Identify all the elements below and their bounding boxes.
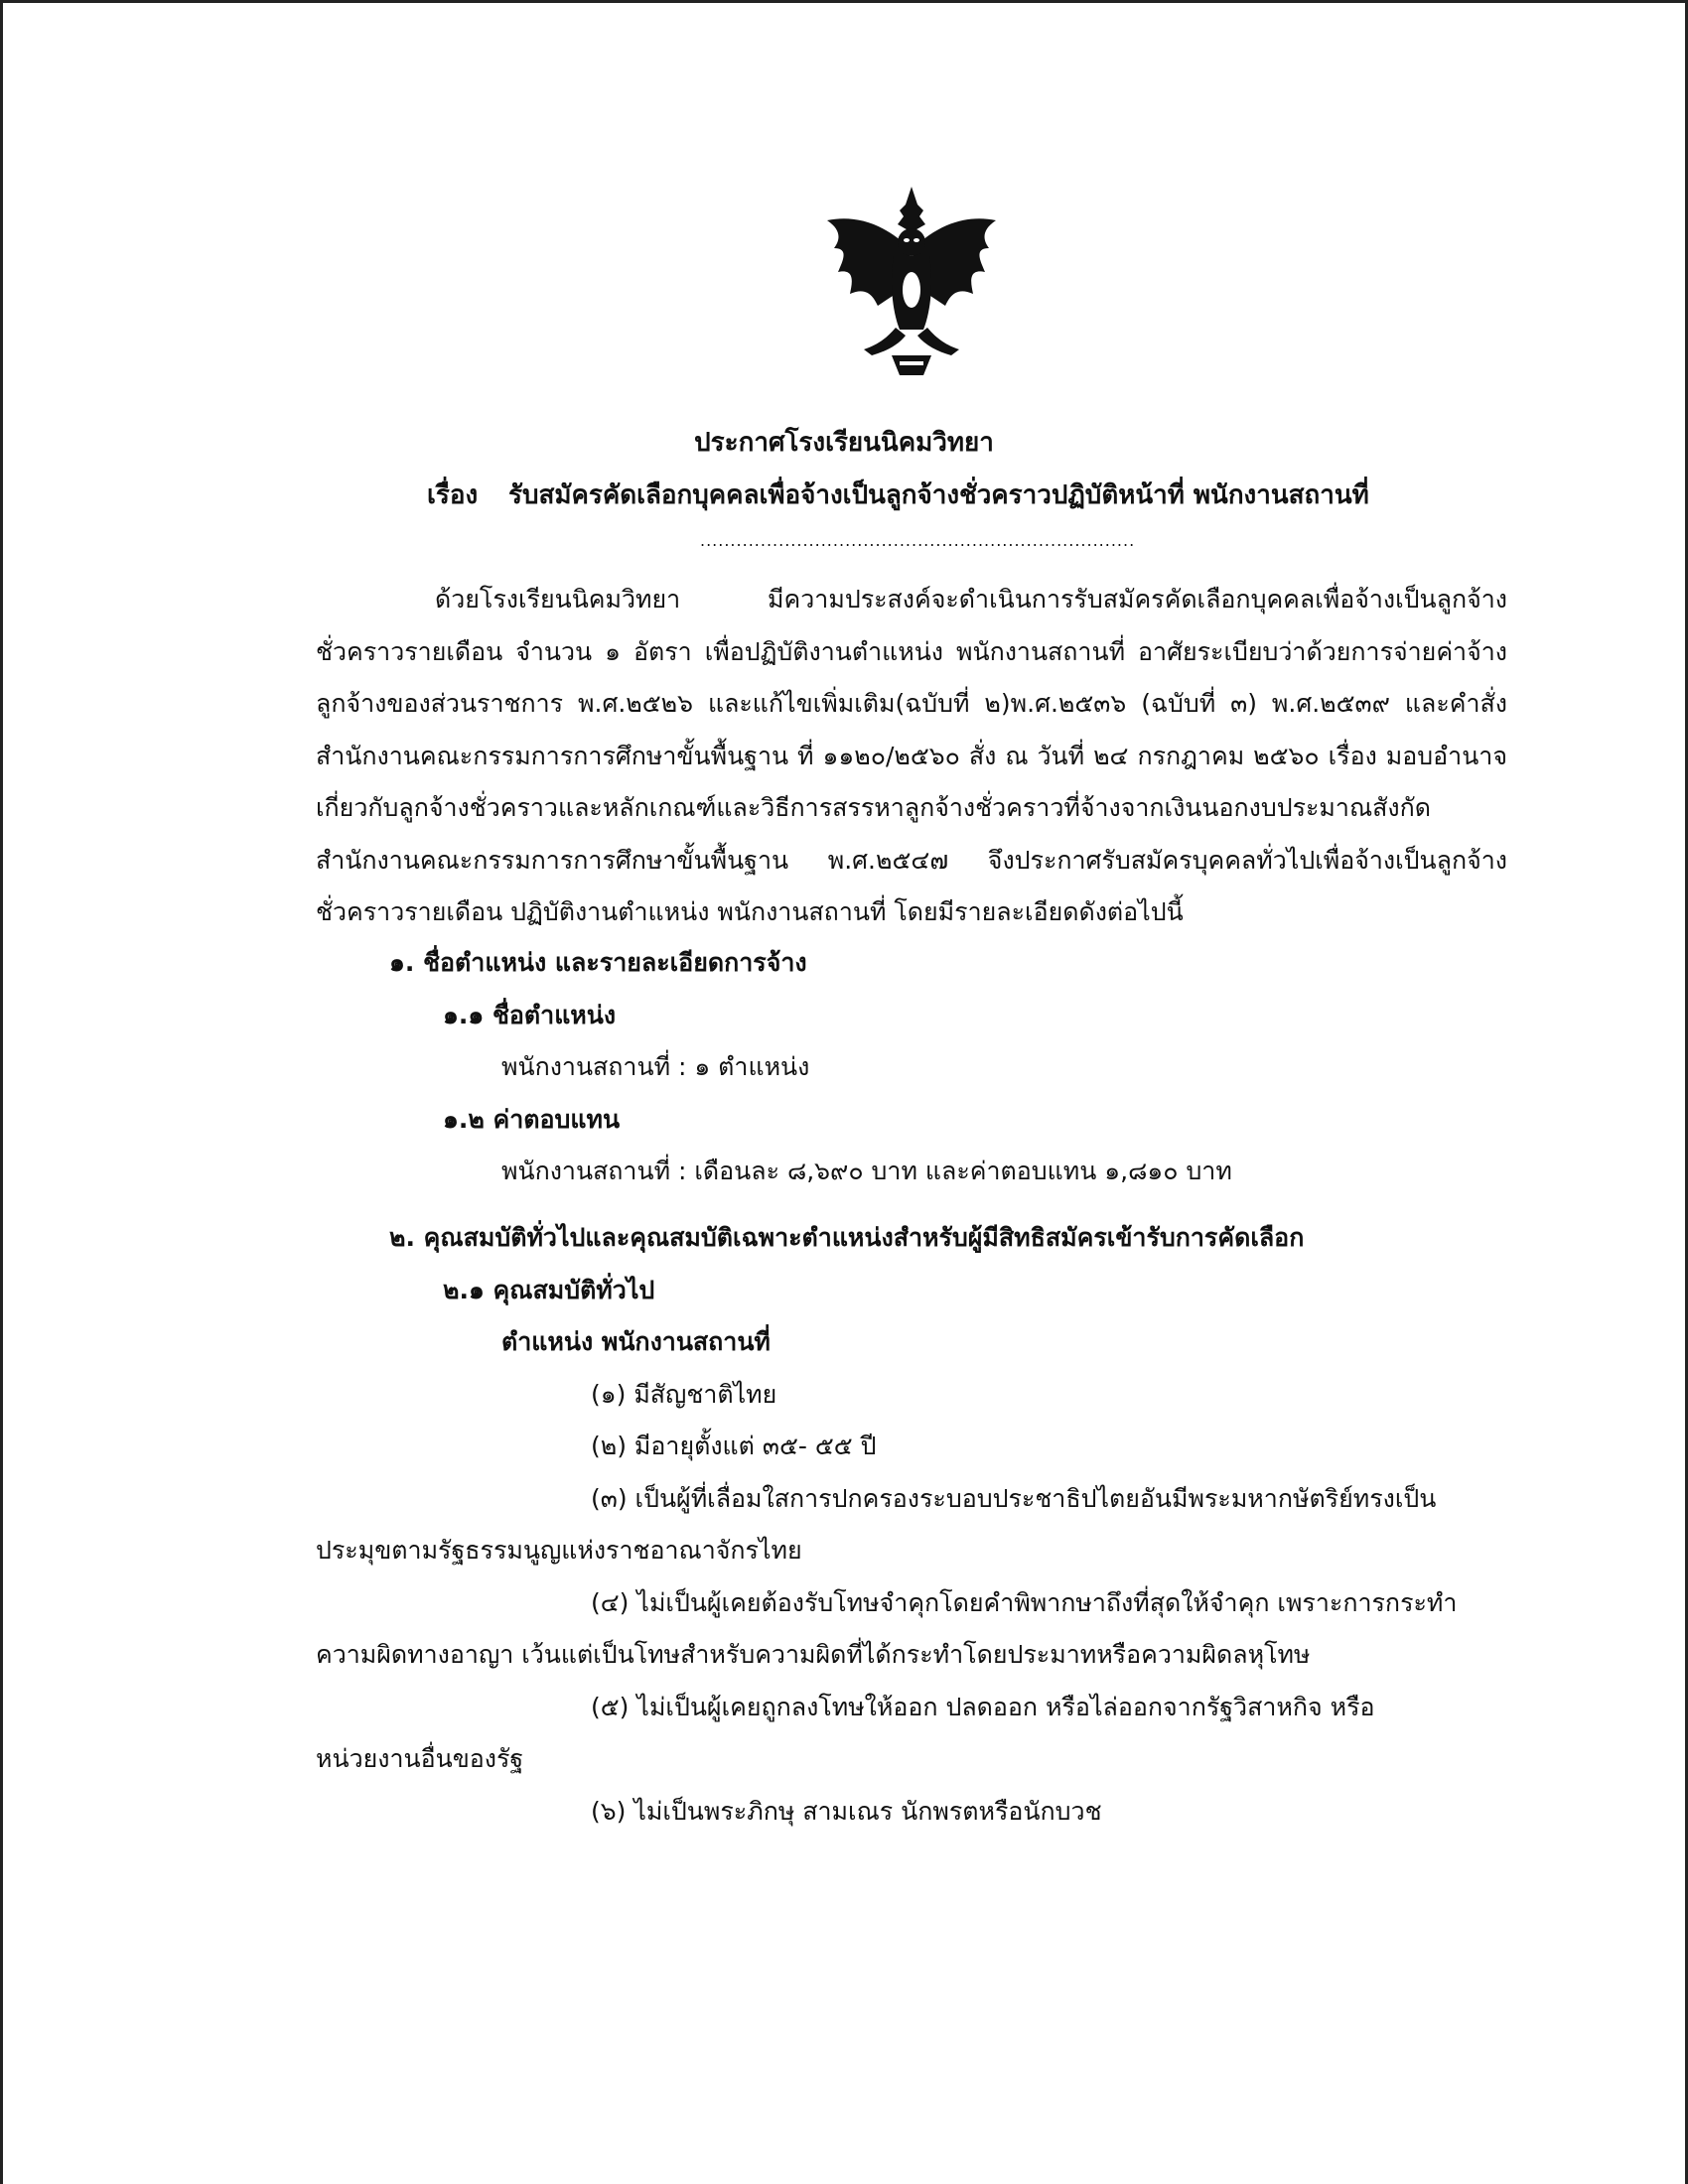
position-heading: ตำแหน่ง พนักงานสถานที่ [501,1327,771,1356]
title-separator: ........................................................................ [700,531,1136,550]
qualification-item: (๒) มีอายุตั้งแต่ ๓๕- ๕๕ ปี [591,1432,877,1460]
qualification-item: (๕) ไม่เป็นผู้เคยถูกลงโทษให้ออก ปลดออก หรือไล่ออกจากรัฐวิสาหกิจ หรือ [591,1693,1375,1721]
qualification-item: (๓) เป็นผู้ที่เลื่อมใสการปกครองระบอบประชาธิปไตยอันมีพระมหากษัตริย์ทรงเป็น [591,1484,1437,1513]
qualification-item-continuation: ความผิดทางอาญา เว้นแต่เป็นโทษสำหรับความผิดที่ได้กระทำโดยประมาทหรือความผิดลหุโทษ [316,1640,1311,1669]
qualification-item: (๑) มีสัญชาติไทย [591,1380,777,1409]
position-count: พนักงานสถานที่ : ๑ ตำแหน่ง [501,1052,810,1081]
page-left-border [0,0,3,2184]
subject-line [427,475,1369,515]
qualification-item: (๖) ไม่เป็นพระภิกษุ สามเณร นักพรตหรือนักบวช [591,1797,1102,1826]
subject-label: เรื่อง [427,480,479,510]
garuda-emblem-icon [812,181,1011,379]
section-1-1-heading: ๑.๑ ชื่อตำแหน่ง [443,1001,617,1029]
section-1-2-heading: ๑.๒ ค่าตอบแทน [443,1105,621,1134]
qualification-item: (๔) ไม่เป็นผู้เคยต้องรับโทษจำคุกโดยคำพิพากษาถึงที่สุดให้จำคุก เพราะการกระทำ [591,1588,1458,1617]
intro-text: ด้วยโรงเรียนนิคมวิทยา มีความประสงค์จะดำเนินการรับสมัครคัดเลือกบุคคลเพื่อจ้างเป็นลูกจ้างชั่วคราวรายเดือน จำนวน ๑ อัตรา เพื่อปฏิบัติงานตำแหน่ง พนักงานสถานที่ อาศัยระเบียบว่าด้วยการจ่ายค่าจ้างลูกจ้างของส่วนราชการ พ.ศ.๒๕๒๖ และแก้ไขเพิ่มเติม(ฉบับที่ ๒)พ.ศ.๒๕๓๖ (ฉบับที่ ๓) พ.ศ.๒๕๓๙ และคำสั่งสำนักงานคณะกรรมการการศึกษาขั้นพื้นฐาน ที่ ๑๑๒๐/๒๕๖๐ สั่ง ณ วันที่ ๒๔ กรกฎาคม ๒๕๖๐ เรื่อง มอบอำนาจเกี่ยวกับลูกจ้างชั่วคราวและหลักเกณฑ์และวิธีการสรรหาลูกจ้างชั่วคราวที่จ้างจากเงินนอกงบประมาณสังกัดสำนักงานคณะกรรมการการศึกษาขั้นพื้นฐาน พ.ศ.๒๕๔๗ จึงประกาศรับสมัครบุคคลทั่วไปเพื่อจ้างเป็นลูกจ้างชั่วคราวรายเดือน ปฏิบัติงานตำแหน่ง พนักงานสถานที่ โดยมีรายละเอียดดังต่อไปนี้ [316,585,1507,926]
section-2-1-heading: ๒.๑ คุณสมบัติทั่วไป [443,1276,655,1304]
page-top-border [0,0,1688,3]
subject-text: รับสมัครคัดเลือกบุคคลเพื่อจ้างเป็นลูกจ้างชั่วคราวปฏิบัติหน้าที่ พนักงานสถานที่ [508,480,1369,510]
intro-paragraph [316,574,1507,939]
announcement-title: ประกาศโรงเรียนนิคมวิทยา [694,428,994,458]
section-1-heading: ๑. ชื่อตำแหน่ง และรายละเอียดการจ้าง [389,948,807,977]
compensation-text: พนักงานสถานที่ : เดือนละ ๘,๖๙๐ บาท และค่าตอบแทน ๑,๘๑๐ บาท [501,1157,1232,1185]
qualification-item-continuation: หน่วยงานอื่นของรัฐ [316,1744,524,1773]
qualification-item-continuation: ประมุขตามรัฐธรรมนูญแห่งราชอาณาจักรไทย [316,1536,802,1565]
section-2-heading: ๒. คุณสมบัติทั่วไปและคุณสมบัติเฉพาะตำแหน่งสำหรับผู้มีสิทธิสมัครเข้ารับการคัดเลือก [389,1223,1305,1252]
